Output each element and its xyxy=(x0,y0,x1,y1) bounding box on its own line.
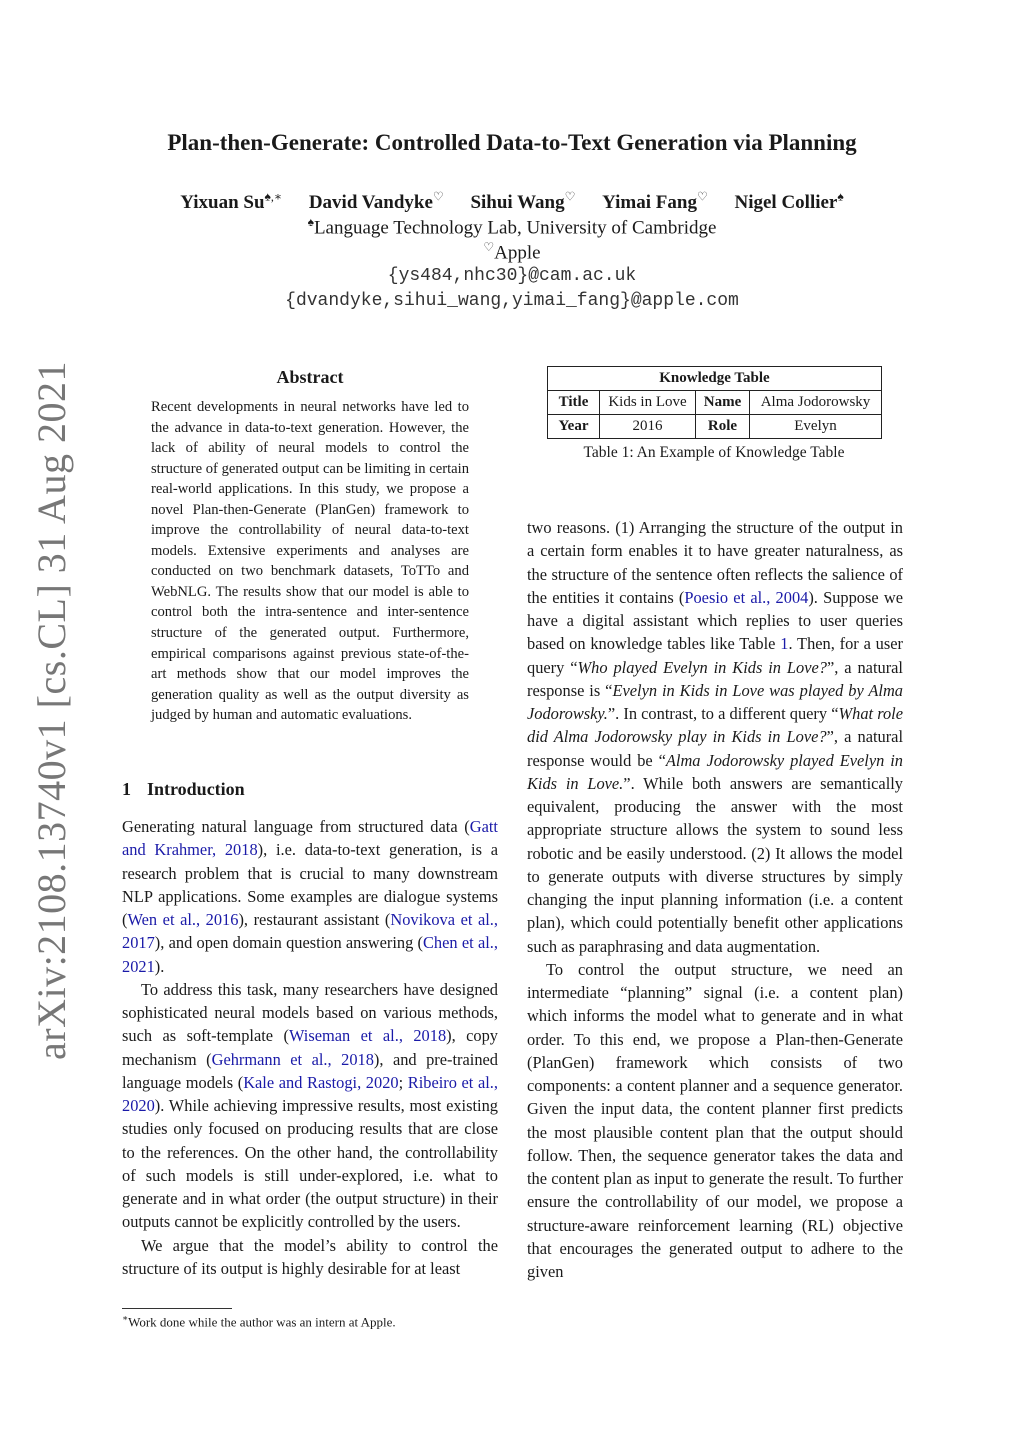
citation-link[interactable]: Gehrmann et al., 2018 xyxy=(211,1049,374,1069)
knowledge-table xyxy=(547,366,882,439)
text-run: Evelyn in Kids in Love was played by Alma Jodorowsky. xyxy=(527,680,903,723)
text-run: What role did Alma Jodorowsky play in Kids in Love? xyxy=(527,704,903,747)
author: Yimai Fang♡ xyxy=(602,190,708,214)
text-run: Alma Jodorowsky played Evelyn in Kids in Love. xyxy=(527,750,903,793)
abstract-text: Recent developments in neural networks have led to the advance in data-to-text generation. However, the lack of ability of neural models to control the structure of generated output can be limiting in certain real-world applications. In this study, we propose a novel Plan-then-Generate (PlanGen) framework to improve the controllability of neural data-to-text models. Extensive experiments and analyses are conducted on two benchmark datasets, ToTTo and WebNLG. The results show that our model is able to control both the intra-sentence and inter-sentence structure of the generated output. Furthermore, empirical comparisons against previous state-of-the-art methods show that our model improves the generation quality as well as the output diversity as judged by human and automatic evaluations. xyxy=(151,399,469,724)
text-run: Who played Evelyn in Kids in Love? xyxy=(577,657,827,677)
paragraph xyxy=(527,958,903,1284)
text-run: ”. While both answers are semantically equivalent, producing the answer with the most appropriate structure allows the system to sound less robotic and be easily understood. (2) It allows the model to generate outputs with diverse structures by simply changing the input planning information (i.e. a content plan), which could potentially benefit other applications such as paraphrasing and data augmentation. xyxy=(527,773,903,956)
text-run: ), i.e. data-to-text generation, is a research problem that is crucial to many downstream NLP applications. Some examples are dialogue systems ( xyxy=(122,840,498,929)
paragraph xyxy=(122,815,498,978)
text-run: ). Suppose we have a digital assistant which replies to user queries based on knowledge tables like Table xyxy=(527,587,903,654)
author: Nigel Collier♠ xyxy=(734,190,844,214)
footnote: ∗Work done while the author was an intern at Apple. xyxy=(122,1313,396,1330)
right-column-body xyxy=(527,516,903,1283)
author: Sihui Wang♡ xyxy=(470,190,576,214)
table-cell: Title xyxy=(548,391,600,415)
author-list xyxy=(0,190,1024,214)
text-run: ), restaurant assistant ( xyxy=(238,910,391,929)
affiliation-apple: ♡Apple xyxy=(483,240,541,264)
abstract-heading: Abstract xyxy=(276,367,344,387)
citation-link[interactable]: Ribeiro et al., 2020 xyxy=(122,1072,498,1115)
text-run: ”, a natural response is “ xyxy=(527,657,903,700)
text-run: two reasons. (1) Arranging the structure of the output in a certain form enables it to have greater naturalness, as the structure of the sentence often reflects the salience of the entities it contains ( xyxy=(527,518,903,607)
table-caption: Table 1: An Example of Knowledge Table xyxy=(583,444,845,461)
citation-link[interactable]: Wen et al., 2016 xyxy=(127,910,239,929)
table-cell: 2016 xyxy=(600,415,696,439)
paragraph xyxy=(122,978,498,1234)
text-run: Generating natural language from structured data ( xyxy=(122,817,470,836)
text-run: ). While achieving impressive results, most existing studies only focused on producing results that are close to the references. On the other hand, the controllability of such models is still under-explored, i.e. what to generate and in what order (the output structure) in their outputs cannot be explicitly controlled by the users. xyxy=(122,1096,498,1232)
email-apple: {dvandyke,sihui_wang,yimai_fang}@apple.com xyxy=(285,291,739,311)
text-run: We argue that the model’s ability to control the structure of its output is highly desirable for at least xyxy=(122,1235,498,1278)
table-cell: Kids in Love xyxy=(600,391,696,415)
table-header: Knowledge Table xyxy=(548,367,882,391)
table-cell: Name xyxy=(696,391,750,415)
text-run: ; xyxy=(398,1072,408,1092)
citation-link[interactable]: Poesio et al., 2004 xyxy=(684,587,809,607)
text-run: ), and pre-trained language models ( xyxy=(122,1049,499,1092)
table-cell: Year xyxy=(548,415,600,439)
paragraph xyxy=(527,516,903,958)
citation-link[interactable]: Chen et al., 2021 xyxy=(122,933,498,976)
text-run: ). xyxy=(154,956,165,976)
table-cell: Role xyxy=(696,415,750,439)
text-run: To control the output structure, we need an intermediate “planning” signal (i.e. a content plan) which informs the model what to generate and in what order. To this end, we propose a Plan-then-Generate (PlanGen) framework which consists of two components: a content planner and a sequence generator. Given the input data, the content planner first predicts the most plausible content plan that the output should follow. Then, the sequence generator takes the data and the content plan as input to generate the result. To further ensure the controllability of our model, we propose a structure-aware reinforcement learning (RL) objective that encourages the generated output to adhere to the given xyxy=(527,959,903,1281)
author: Yixuan Su♠,∗ xyxy=(180,190,283,214)
text-run: ), and open domain question answering ( xyxy=(154,933,423,953)
arxiv-side-stamp: arXiv:2108.13740v1 [cs.CL] 31 Aug 2021 xyxy=(29,361,74,1060)
text-run: ”. In contrast, to a different query “ xyxy=(607,704,839,723)
citation-link[interactable]: 1 xyxy=(780,634,789,654)
citation-link[interactable]: Kale and Rastogi, 2020 xyxy=(243,1072,399,1092)
citation-link[interactable]: Novikova et al., 2017 xyxy=(122,910,498,953)
text-run: ”, a natural response would be “ xyxy=(527,727,904,770)
paper-title: Plan-then-Generate: Controlled Data-to-Text Generation via Planning xyxy=(167,130,857,155)
paragraph xyxy=(122,1234,498,1281)
affiliation-cambridge: ♠Language Technology Lab, University of Cambridge xyxy=(307,215,717,239)
table-cell: Alma Jodorowsky xyxy=(750,391,882,415)
table-row xyxy=(548,391,882,415)
left-column-body xyxy=(122,815,498,1280)
table-row xyxy=(548,415,882,439)
citation-link[interactable]: Wiseman et al., 2018 xyxy=(288,1026,447,1046)
text-run: ), copy mechanism ( xyxy=(122,1026,498,1069)
footnote-rule xyxy=(122,1308,232,1309)
table-cell: Evelyn xyxy=(750,415,882,439)
email-cambridge: {ys484,nhc30}@cam.ac.uk xyxy=(387,266,637,286)
author: David Vandyke♡ xyxy=(308,190,444,214)
section-heading-introduction: 1 Introduction xyxy=(122,779,245,799)
text-run: . Then, for a user query “ xyxy=(527,634,903,677)
text-run: To address this task, many researchers have designed sophisticated neural models based on various methods, such as soft-template ( xyxy=(122,979,498,1046)
citation-link[interactable]: Gatt and Krahmer, 2018 xyxy=(122,817,498,860)
